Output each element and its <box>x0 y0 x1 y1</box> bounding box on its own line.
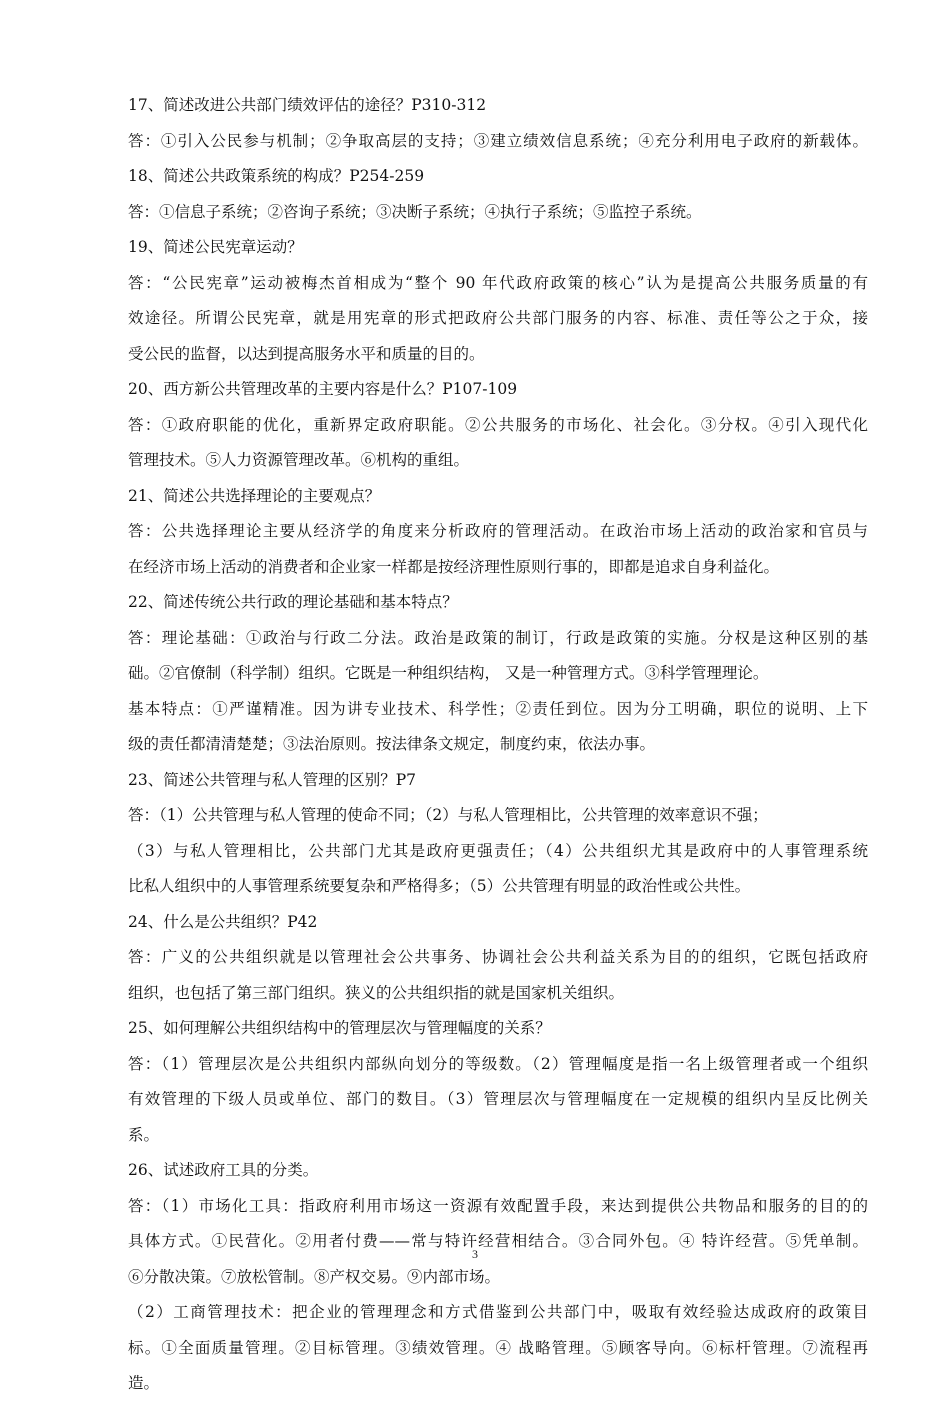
text-line: 础。②官僚制（科学制）组织。它既是一种组织结构， 又是一种管理方式。③科学管理理论。 <box>128 664 769 682</box>
text-line: 20、西方新公共管理改革的主要内容是什么？P107-109 <box>128 380 518 398</box>
text-line: 23、简述公共管理与私人管理的区别？P7 <box>128 770 417 789</box>
text-line: 26、试述政府工具的分类。 <box>128 1161 319 1179</box>
text-line: 答：①政府职能的优化，重新界定政府职能。②公共服务的市场化、社会化。③分权。④引入现代化 <box>128 415 868 434</box>
text-line: ⑥分散决策。⑦放松管制。⑧产权交易。⑨内部市场。 <box>128 1267 501 1286</box>
text-line: （3）与私人管理相比，公共部门尤其是政府更强责任；（4）公共组织尤其是政府中的人事管理系统 <box>128 841 868 860</box>
text-line: 系。 <box>128 1125 160 1144</box>
text-line: 受公民的监督，以达到提高服务水平和质量的目的。 <box>128 344 485 363</box>
text-line: 21、简述公共选择理论的主要观点？ <box>128 486 381 505</box>
text-line: 答：理论基础：①政治与行政二分法。政治是政策的制订，行政是政策的实施。分权是这种区别的基 <box>128 628 868 647</box>
text-line: 标。①全面质量管理。②目标管理。③绩效管理。④ 战略管理。⑤顾客导向。⑥标杆管理。⑦流程再 <box>128 1338 868 1357</box>
text-line: （2）工商管理技术：把企业的管理理念和方式借鉴到公共部门中，吸取有效经验达成政府的政策目 <box>128 1303 868 1321</box>
text-line: 18、简述公共政策系统的构成？P254-259 <box>128 167 425 185</box>
page-number: 3 <box>472 1247 478 1261</box>
text-line: 基本特点：①严谨精准。因为讲专业技术、科学性；②责任到位。因为分工明确，职位的说明、上下 <box>128 699 868 718</box>
document-body <box>128 88 868 1402</box>
text-line: 答：“公民宪章”运动被梅杰首相成为“整个 90 年代政府政策的核心”认为是提高公共服务质量的有 <box>128 273 868 292</box>
text-line: 组织，也包括了第三部门组织。狭义的公共组织指的就是国家机关组织。 <box>128 983 625 1002</box>
text-line: 答：①引入公民参与机制；②争取高层的支持；③建立绩效信息系统；④充分利用电子政府的新载体。 <box>128 131 868 150</box>
text-line: 管理技术。⑤人力资源管理改革。⑥机构的重组。 <box>128 451 470 469</box>
text-line: 答：（1）市场化工具：指政府利用市场这一资源有效配置手段，来达到提供公共物品和服务的目的的 <box>128 1196 868 1215</box>
text-line: 17、简述改进公共部门绩效评估的途径？P310-312 <box>128 96 487 114</box>
text-line: 24、什么是公共组织？P42 <box>128 912 318 931</box>
text-line: 答：①信息子系统；②咨询子系统；③决断子系统；④执行子系统；⑤监控子系统。 <box>128 202 702 221</box>
text-line: 级的责任都清清楚楚；③法治原则。按法律条文规定，制度约束，依法办事。 <box>128 735 656 753</box>
text-line: 25、如何理解公共组织结构中的管理层次与管理幅度的关系？ <box>128 1019 551 1037</box>
text-line: 答：公共选择理论主要从经济学的角度来分析政府的管理活动。在政治市场上活动的政治家和官员与 <box>128 522 868 540</box>
text-line: 比私人组织中的人事管理系统要复杂和严格得多；（5）公共管理有明显的政治性或公共性。 <box>128 877 751 895</box>
text-line: 22、简述传统公共行政的理论基础和基本特点？ <box>128 593 458 611</box>
text-line: 造。 <box>128 1374 160 1392</box>
text-line: 在经济市场上活动的消费者和企业家一样都是按经济理性原则行事的，即都是追求自身利益化。 <box>128 557 780 576</box>
text-line: 有效管理的下级人员或单位、部门的数目。（3）管理层次与管理幅度在一定规模的组织内呈反比例关 <box>128 1090 868 1108</box>
text-line: 答：广义的公共组织就是以管理社会公共事务、协调社会公共利益关系为目的的组织，它既包括政府 <box>128 948 868 966</box>
text-line: 具体方式。①民营化。②用者付费——常与特许经营相结合。③合同外包。④ 特许经营。⑤凭单制。 <box>128 1232 868 1250</box>
text-line: 答：（1）公共管理与私人管理的使命不同；（2）与私人管理相比，公共管理的效率意识不强； <box>128 806 768 824</box>
text-line: 19、简述公民宪章运动？ <box>128 238 303 256</box>
text-line: 效途径。所谓公民宪章，就是用宪章的形式把政府公共部门服务的内容、标准、责任等公之于众，接 <box>128 309 868 327</box>
text-line: 答：（1）管理层次是公共组织内部纵向划分的等级数。（2）管理幅度是指一名上级管理者或一个组织 <box>128 1054 868 1073</box>
